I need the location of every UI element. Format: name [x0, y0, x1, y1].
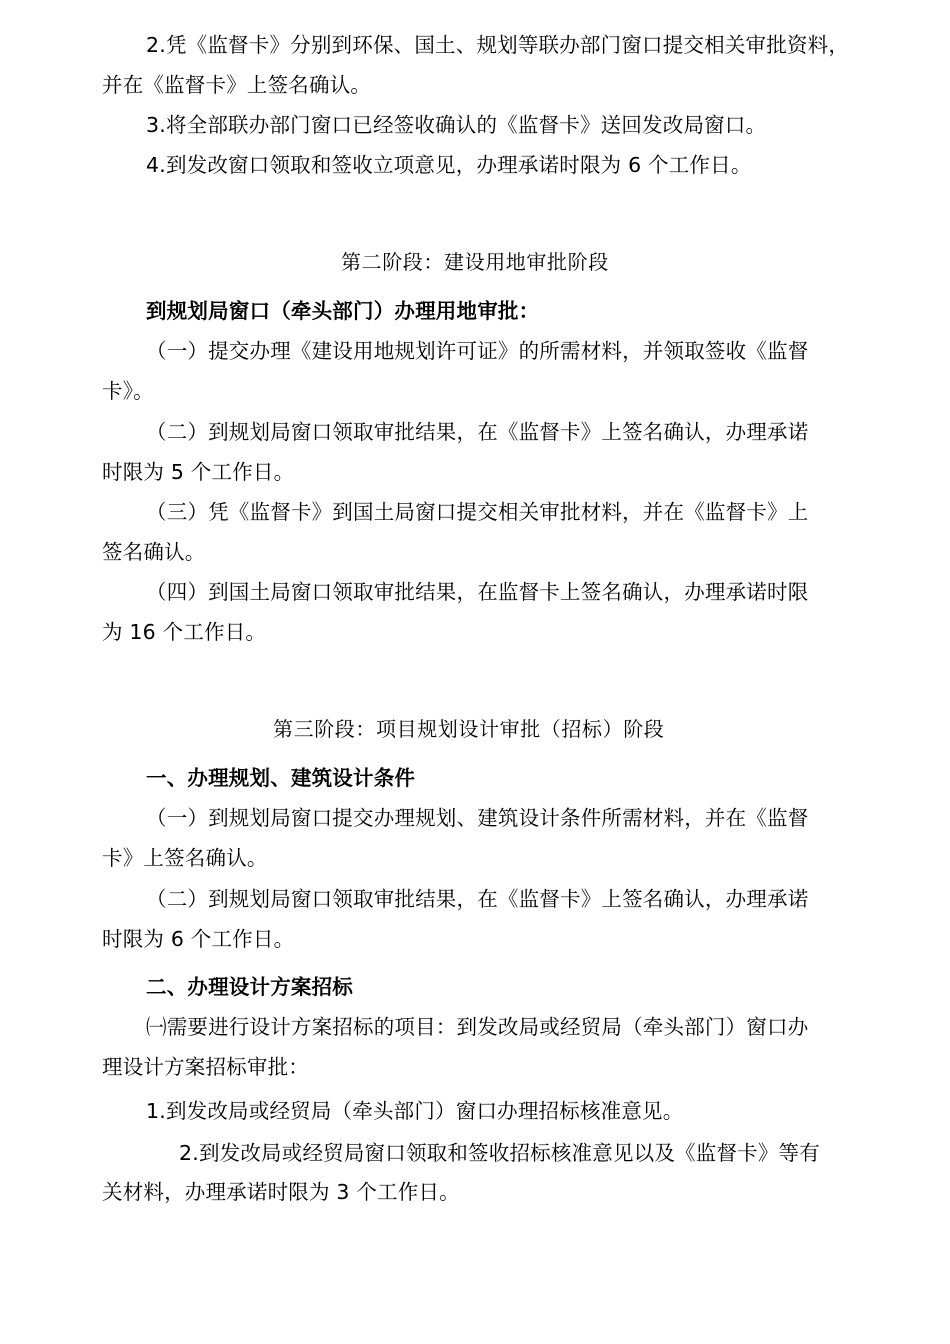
text-line: 关材料，办理承诺时限为 3 个工作日。 — [102, 1180, 460, 1204]
text-line: 时限为 5 个工作日。 — [102, 460, 295, 484]
text-line: （一）提交办理《建设用地规划许可证》的所需材料，并领取签收《监督 — [146, 339, 809, 363]
bold-subheading: 一、办理规划、建筑设计条件 — [146, 766, 416, 790]
text-line: 1.到发改局或经贸局（牵头部门）窗口办理招标核准意见。 — [146, 1099, 684, 1123]
text-line: 卡》。 — [102, 379, 154, 403]
text-line: 2.凭《监督卡》分别到环保、国土、规划等联办部门窗口提交相关审批资料， — [146, 33, 850, 57]
text-line: 2.到发改局或经贸局窗口领取和签收招标核准意见以及《监督卡》等有 — [179, 1141, 820, 1165]
text-line: 并在《监督卡》上签名确认。 — [102, 73, 372, 97]
text-line: 4.到发改窗口领取和签收立项意见，办理承诺时限为 6 个工作日。 — [146, 153, 752, 177]
text-line: 理设计方案招标审批： — [102, 1055, 309, 1079]
text-line: （四）到国土局窗口领取审批结果，在监督卡上签名确认，办理承诺时限 — [146, 580, 809, 604]
text-line: 签名确认。 — [102, 540, 206, 564]
text-line: （二）到规划局窗口领取审批结果，在《监督卡》上签名确认，办理承诺 — [146, 887, 809, 911]
section-heading: 第三阶段：项目规划设计审批（招标）阶段 — [273, 717, 665, 741]
text-line: 时限为 6 个工作日。 — [102, 927, 295, 951]
bold-subheading: 二、办理设计方案招标 — [146, 975, 353, 999]
bold-subheading: 到规划局窗口（牵头部门）办理用地审批： — [146, 299, 540, 323]
text-line: 卡》上签名确认。 — [102, 846, 268, 870]
text-line: （一）到规划局窗口提交办理规划、建筑设计条件所需材料，并在《监督 — [146, 806, 809, 830]
text-line: 为 16 个工作日。 — [102, 620, 267, 644]
section-heading: 第二阶段：建设用地审批阶段 — [341, 250, 609, 274]
text-line: ㈠需要进行设计方案招标的项目：到发改局或经贸局（牵头部门）窗口办 — [146, 1015, 809, 1039]
text-line: （三）凭《监督卡》到国土局窗口提交相关审批材料，并在《监督卡》上 — [146, 500, 809, 524]
text-line: 3.将全部联办部门窗口已经签收确认的《监督卡》送回发改局窗口。 — [146, 113, 767, 137]
text-line: （二）到规划局窗口领取审批结果，在《监督卡》上签名确认，办理承诺 — [146, 420, 809, 444]
